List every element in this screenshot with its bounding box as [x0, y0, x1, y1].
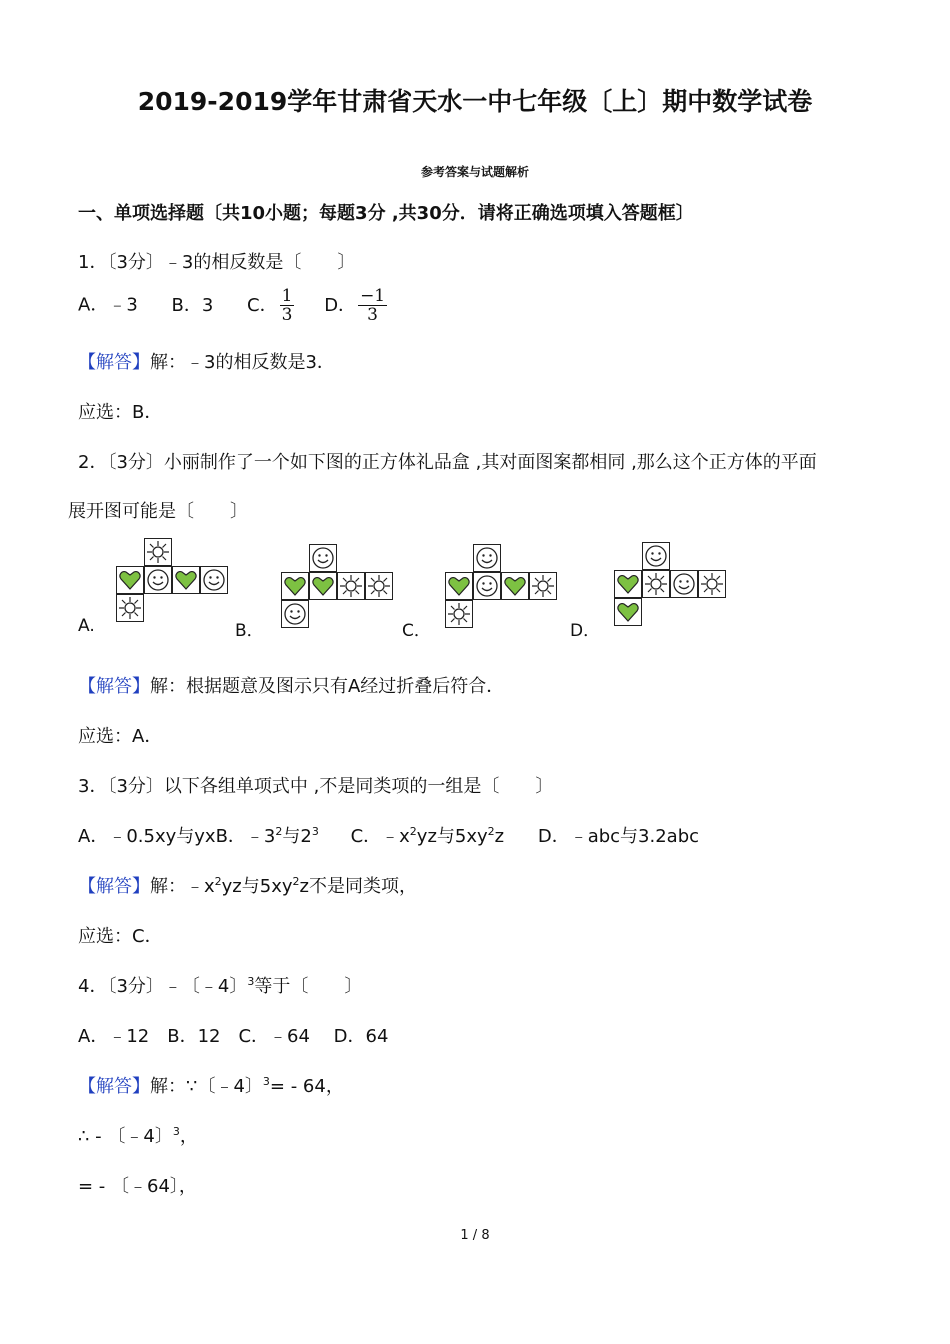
sun-icon — [531, 574, 555, 598]
q1-choice: 应选：B． — [78, 402, 163, 423]
q3-option-b-text: B．﹣3 — [215, 826, 276, 847]
net-figure-a — [78, 534, 248, 638]
q3-stem: 3．〔3分〕以下各组单项式中 ,不是同类项的一组是〔 〕 — [78, 776, 554, 797]
q4-stem-text: 4．〔3分〕﹣〔﹣4〕 — [78, 976, 248, 997]
answer-text: 解：∵〔﹣4〕 — [150, 1076, 263, 1097]
net-figure-d — [570, 534, 740, 641]
fraction-numerator: 1 — [281, 286, 293, 306]
smiley-icon — [644, 544, 668, 568]
net-label-b: B． — [235, 621, 264, 641]
sun-cell — [698, 570, 726, 598]
smiley-cell — [473, 572, 501, 600]
q4-options: A．﹣12 B．12 C．﹣64 D．64 — [78, 1026, 389, 1047]
answer-text: yz与5xy — [221, 876, 293, 897]
heart-cell — [309, 572, 337, 600]
heart-icon — [311, 574, 335, 598]
net-figure-b — [235, 534, 405, 641]
sun-icon — [339, 574, 363, 598]
heart-icon — [503, 574, 527, 598]
sun-icon — [146, 540, 170, 564]
step-text: ∴ - 〔﹣4〕 — [78, 1126, 173, 1147]
sun-icon — [447, 602, 471, 626]
sun-cell — [365, 572, 393, 600]
sun-icon — [118, 596, 142, 620]
smiley-cell — [144, 566, 172, 594]
heart-icon — [174, 568, 198, 592]
step-text: ， — [179, 1126, 198, 1147]
sun-icon — [700, 572, 724, 596]
answer-text: 解：根据题意及图示只有A经过折叠后符合． — [150, 676, 505, 697]
q4-step2 — [78, 1122, 198, 1148]
sun-icon — [644, 572, 668, 596]
exponent: 2 — [409, 825, 417, 838]
fraction-denominator: 3 — [367, 305, 378, 325]
heart-icon — [616, 572, 640, 596]
page-title: 2019-2019学年甘肃省天水一中七年级〔上〕期中数学试卷 — [137, 87, 813, 116]
heart-icon — [616, 600, 640, 624]
exponent: 2 — [487, 825, 495, 838]
q3-option-b — [216, 826, 319, 847]
q1-option-c-prefix: C． — [247, 294, 278, 316]
exponent: 3 — [311, 825, 319, 838]
smiley-icon — [475, 546, 499, 570]
q4-stem — [78, 972, 362, 998]
q3-option-c-text: z — [494, 826, 505, 847]
heart-icon — [283, 574, 307, 598]
q1-option-a: A．﹣3 — [78, 294, 138, 316]
q4-step3: = - 〔﹣64〕， — [78, 1176, 197, 1197]
q2-choice: 应选：A． — [78, 726, 163, 747]
q4-answer — [78, 1072, 344, 1098]
heart-cell — [116, 566, 144, 594]
q3-options — [78, 822, 699, 848]
smiley-cell — [281, 600, 309, 628]
smiley-icon — [283, 602, 307, 626]
answer-text: = - 64， — [269, 1076, 344, 1097]
smiley-cell — [309, 544, 337, 572]
heart-icon — [447, 574, 471, 598]
sun-cell — [337, 572, 365, 600]
q3-option-c — [351, 826, 505, 847]
heart-icon — [118, 568, 142, 592]
smiley-cell — [473, 544, 501, 572]
q2-stem-line1: 2．〔3分〕小丽制作了一个如下图的正方体礼品盒 ,其对面图案都相同 ,那么这个正方体的平面 — [78, 452, 817, 473]
exponent: 3 — [262, 1075, 270, 1088]
q3-option-b-text: 与2 — [282, 826, 312, 847]
answer-tag: 【解答】 — [78, 1076, 150, 1097]
smiley-icon — [202, 568, 226, 592]
heart-cell — [501, 572, 529, 600]
q3-option-c-text: yz与5xy — [416, 826, 488, 847]
exponent: 2 — [292, 875, 300, 888]
exponent: 3 — [172, 1125, 180, 1138]
q1-answer — [78, 348, 335, 374]
heart-cell — [172, 566, 200, 594]
q1-option-d-fraction — [358, 287, 387, 324]
fraction-denominator: 3 — [281, 305, 293, 325]
sun-cell — [529, 572, 557, 600]
smiley-cell — [200, 566, 228, 594]
q3-choice: 应选：C． — [78, 926, 163, 947]
q2-answer — [78, 672, 504, 698]
sun-cell — [116, 594, 144, 622]
heart-cell — [614, 598, 642, 626]
fraction-numerator: −1 — [360, 286, 386, 306]
q1-option-d-prefix: D． — [324, 294, 357, 316]
heart-cell — [281, 572, 309, 600]
net-label-c: C． — [402, 621, 431, 641]
q3-option-c-text: C．﹣x — [350, 826, 410, 847]
sun-cell — [144, 538, 172, 566]
q1-options — [78, 287, 389, 324]
q3-option-a: A．﹣0.5xy与yx — [78, 826, 216, 847]
answer-text: 解：﹣3的相反数是3． — [150, 352, 335, 373]
q1-stem: 1．〔3分〕﹣3的相反数是〔 〕 — [78, 252, 356, 273]
q1-option-b: B．3 — [171, 294, 214, 316]
smiley-icon — [311, 546, 335, 570]
smiley-icon — [146, 568, 170, 592]
sun-icon — [367, 574, 391, 598]
answer-tag: 【解答】 — [78, 876, 150, 897]
q4-stem-text: 等于〔 〕 — [254, 976, 363, 997]
exponent: 3 — [247, 975, 255, 988]
q1-option-c-fraction — [280, 287, 295, 324]
q2-stem-line2: 展开图可能是〔 〕 — [68, 501, 248, 522]
page-number: 1 / 8 — [460, 1228, 490, 1243]
exponent: 2 — [275, 825, 283, 838]
net-label-a: A. — [78, 616, 95, 636]
answer-tag: 【解答】 — [78, 676, 150, 697]
exponent: 2 — [214, 875, 222, 888]
smiley-icon — [475, 574, 499, 598]
q3-answer — [78, 872, 417, 898]
heart-cell — [445, 572, 473, 600]
answer-text: z不是同类项， — [299, 876, 417, 897]
net-label-d: D． — [570, 621, 601, 641]
section-heading: 一、单项选择题〔共10小题；每题3分 ,共30分．请将正确选项填入答题框〕 — [78, 203, 694, 224]
smiley-cell — [670, 570, 698, 598]
net-figure-c — [402, 534, 572, 641]
smiley-cell — [642, 542, 670, 570]
page-subtitle: 参考答案与试题解析 — [420, 165, 529, 179]
sun-cell — [445, 600, 473, 628]
answer-text: 解：﹣x — [150, 876, 215, 897]
sun-cell — [642, 570, 670, 598]
heart-cell — [614, 570, 642, 598]
answer-tag: 【解答】 — [78, 352, 150, 373]
q3-option-d: D．﹣abc与3.2abc — [537, 826, 700, 847]
smiley-icon — [672, 572, 696, 596]
